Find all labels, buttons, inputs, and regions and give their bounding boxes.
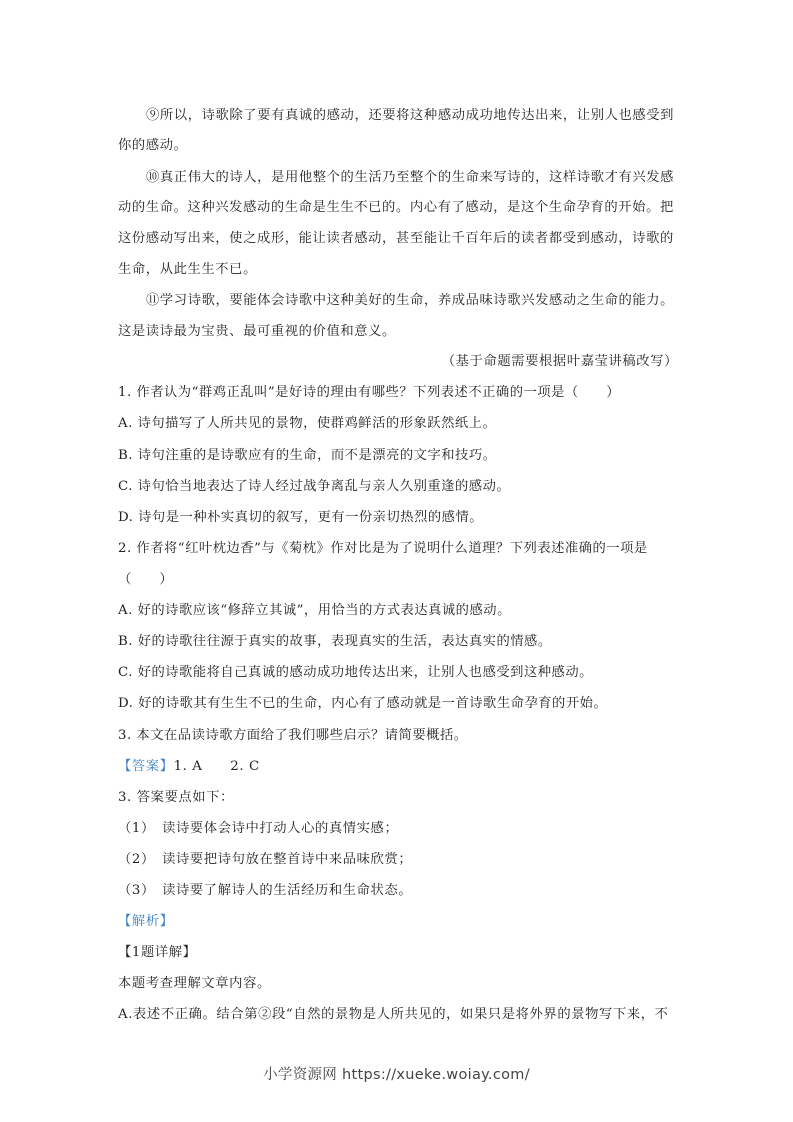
question-1-option-a: A. 诗句描写了人所共见的景物，使群鸡鲜活的形象跃然纸上。 <box>118 416 497 431</box>
paragraph-11-line-2: 这是读诗最为宝贵、最可重视的价值和意义。 <box>118 324 396 339</box>
question-2-option-d: D. 好的诗歌其有生生不已的生命，内心有了感动就是一首诗歌生命孕育的开始。 <box>118 696 608 711</box>
analysis-subheading: 【1题详解】 <box>118 945 197 960</box>
analysis-option-a: A.表述不正确。结合第②段“自然的景物是人所共见的，如果只是将外界的景物写下来，不 <box>118 1007 669 1022</box>
answer-point-3: （3） 读诗要了解诗人的生活经历和生命状态。 <box>118 883 413 898</box>
paragraph-10-line-4: 生命，从此生生不已。 <box>118 262 257 277</box>
analysis-label: 【解析】 <box>118 914 174 929</box>
paragraph-9-line-1: ⑨所以，诗歌除了要有真诚的感动，还要将这种感动成功地传达出来，让别人也感受到 <box>146 108 675 123</box>
question-1-stem: 1. 作者认为“群鸡正乱叫”是好诗的理由有哪些？下列表述不正确的一项是（ ） <box>118 385 621 400</box>
question-1-option-b: B. 诗句注重的是诗歌应有的生命，而不是漂亮的文字和技巧。 <box>118 448 497 463</box>
question-2-blank: （ ） <box>118 572 174 587</box>
paragraph-11-line-1: ⑪学习诗歌，要能体会诗歌中这种美好的生命，养成品味诗歌兴发感动之生命的能力。 <box>146 293 675 308</box>
question-2-stem: 2. 作者将“红叶枕边香”与《菊枕》作对比是为了说明什么道理？下列表述准确的一项是 <box>118 541 648 556</box>
answer-point-2: （2） 读诗要把诗句放在整首诗中来品味欣赏； <box>118 852 413 867</box>
footer-watermark: 小学资源网 https://xueke.woiay.com/ <box>263 1067 530 1083</box>
paragraph-10-line-3: 这份感动写出来，使之成形，能让读者感动，甚至能让千百年后的读者都受到感动，诗歌的 <box>118 231 674 246</box>
question-2-option-a: A. 好的诗歌应该“修辞立其诚”，用恰当的方式表达真诚的感动。 <box>118 603 511 618</box>
question-3-stem: 3. 本文在品读诗歌方面给了我们哪些启示？请简要概括。 <box>118 728 468 743</box>
source-note: （基于命题需要根据叶嘉莹讲稿改写） <box>441 354 678 369</box>
question-2-option-c: C. 好的诗歌能将自己真诚的感动成功地传达出来，让别人也感受到这种感动。 <box>118 665 593 680</box>
question-1-option-c: C. 诗句恰当地表达了诗人经过战争离乱与亲人久别重逢的感动。 <box>118 479 511 494</box>
answer-q3-title: 3. 答案要点如下： <box>118 790 234 805</box>
answer-point-1: （1） 读诗要体会诗中打动人心的真情实感； <box>118 821 399 836</box>
analysis-intro: 本题考查理解文章内容。 <box>118 976 271 991</box>
paragraph-10-line-1: ⑩真正伟大的诗人，是用他整个的生活乃至整个的生命来写诗的，这样诗歌才有兴发感 <box>146 170 675 185</box>
question-2-option-b: B. 好的诗歌往往源于真实的故事，表现真实的生活，表达真实的情感。 <box>118 634 552 649</box>
answer-label: 【答案】 <box>118 759 174 774</box>
question-1-option-d: D. 诗句是一种朴实真切的叙写，更有一份亲切热烈的感情。 <box>118 510 484 525</box>
answer-line <box>118 758 260 776</box>
paragraph-10-line-2: 动的生命。这种兴发感动的生命是生生不已的。内心有了感动，是这个生命孕育的开始。把 <box>118 200 674 215</box>
answer-value: 1. A 2. C <box>173 759 260 774</box>
paragraph-9-line-2: 你的感动。 <box>118 138 188 153</box>
